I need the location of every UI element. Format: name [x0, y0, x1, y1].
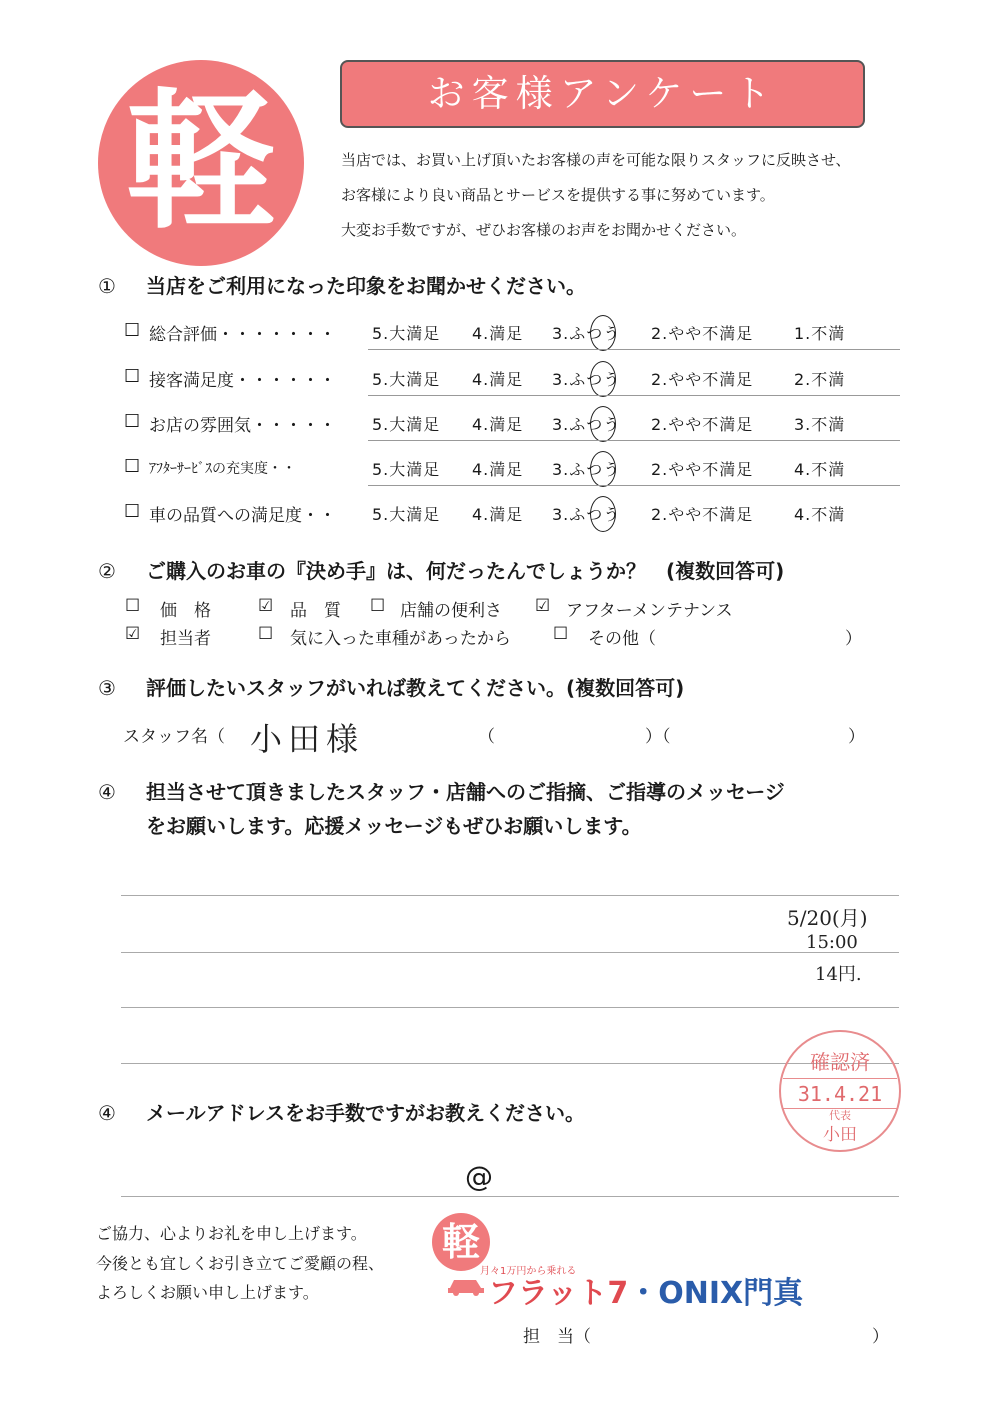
tantou-close: ）: [872, 1327, 889, 1347]
option-4[interactable]: 4.満足: [472, 505, 524, 524]
q2-number: ②: [98, 559, 116, 583]
footer-line-2: 今後とも宜しくお引き立てご愛顧の程、: [96, 1254, 385, 1273]
option-1[interactable]: 2.不満: [794, 370, 846, 389]
email-input-line[interactable]: [121, 1196, 899, 1197]
option-other-label: その他（: [588, 629, 656, 649]
option-2[interactable]: 2.やや不満足: [651, 370, 754, 389]
q1-heading-text: 当店をご利用になった印象をお聞かせください。: [146, 274, 586, 298]
logo-badge: [98, 60, 304, 266]
note-time: 15:00: [806, 932, 858, 953]
stamp-date: 31.4.21: [797, 1082, 883, 1106]
q5-heading: [98, 1097, 585, 1126]
stamp-divider: [783, 1078, 897, 1079]
row-divider: [368, 440, 900, 441]
option-3[interactable]: 3.ふつう: [552, 415, 621, 434]
option-3[interactable]: 3.ふつう: [552, 324, 621, 343]
brand-name: [488, 1268, 803, 1312]
row-divider: [368, 485, 900, 486]
q3-number: ③: [98, 676, 116, 700]
intro-line-3: 大変お手数ですが、ぜひお客様のお声をお聞かせください。: [341, 221, 747, 239]
checkbox-other[interactable]: ☐: [553, 624, 569, 644]
staff-name-handwritten[interactable]: 小田様: [250, 720, 365, 758]
checkbox-staff[interactable]: ☑: [125, 624, 141, 644]
staff-paren-mid: ）（: [645, 727, 671, 747]
note-amount: 14円.: [815, 964, 862, 985]
footer-line-1: ご協力、心よりお礼を申し上げます。: [96, 1224, 367, 1243]
confirmed-stamp: [779, 1030, 901, 1152]
option-5[interactable]: 5.大満足: [372, 415, 441, 434]
q2-options-row-2: [0, 624, 999, 652]
row-label: 接客満足度・・・・・・: [149, 371, 336, 391]
brand-logo-badge: 軽: [432, 1213, 490, 1271]
message-line[interactable]: [121, 1007, 899, 1008]
option-4[interactable]: 4.満足: [472, 324, 524, 343]
row-checkbox[interactable]: ☐: [124, 320, 141, 341]
option-2[interactable]: 2.やや不満足: [651, 324, 754, 343]
option-other-close: ）: [845, 629, 862, 649]
q4-heading-line-2: をお願いします。応援メッセージもぜひお願いします。: [146, 814, 642, 838]
option-3[interactable]: 3.ふつう: [552, 505, 621, 524]
q2-heading: [98, 555, 784, 584]
q2-heading-text: ご購入のお車の『決め手』は、何だったんでしょうか？ (複数回答可): [146, 559, 785, 583]
tantou-label: 担 当（: [523, 1327, 591, 1347]
option-1[interactable]: 4.不満: [794, 505, 846, 524]
option-3[interactable]: 3.ふつう: [552, 370, 621, 389]
option-after-maintenance-label: アフターメンテナンス: [566, 601, 733, 621]
option-liked-model-label: 気に入った車種があったから: [290, 629, 511, 649]
row-divider: [368, 395, 900, 396]
note-date: 5/20(月): [787, 906, 868, 930]
intro-line-2: お客様により良い商品とサービスを提供する事に努めています。: [341, 186, 775, 204]
option-2[interactable]: 2.やや不満足: [651, 505, 754, 524]
checkbox-store-convenience[interactable]: ☐: [370, 596, 386, 616]
option-1[interactable]: 1.不満: [794, 324, 846, 343]
staff-name-label: スタッフ名（: [123, 727, 225, 747]
stamp-confirmed-text: 確認済: [810, 1050, 870, 1074]
row-label: 車の品質への満足度・・: [149, 506, 336, 526]
option-price-label: 価 格: [160, 601, 211, 621]
q5-number: ④: [98, 1101, 116, 1125]
q3-heading: [98, 672, 684, 701]
checkbox-quality[interactable]: ☑: [258, 596, 274, 616]
option-1[interactable]: 4.不満: [794, 460, 846, 479]
option-2[interactable]: 2.やや不満足: [651, 415, 754, 434]
option-quality-label: 品 質: [290, 601, 341, 621]
option-3[interactable]: 3.ふつう: [552, 460, 621, 479]
message-line[interactable]: [121, 952, 899, 953]
rating-row: [124, 364, 900, 394]
checkbox-liked-model[interactable]: ☐: [258, 624, 274, 644]
option-4[interactable]: 4.満足: [472, 460, 524, 479]
intro-line-1: 当店では、お買い上げ頂いたお客様の声を可能な限りスタッフに反映させ、: [341, 151, 851, 169]
checkbox-price[interactable]: ☐: [125, 596, 141, 616]
row-label: 総合評価・・・・・・・: [149, 325, 336, 345]
stamp-name: 小田: [823, 1125, 857, 1145]
title-banner: [340, 60, 865, 128]
q5-heading-text: メールアドレスをお手数ですがお教えください。: [146, 1101, 585, 1125]
option-1[interactable]: 3.不満: [794, 415, 846, 434]
message-line[interactable]: [121, 895, 899, 896]
option-5[interactable]: 5.大満足: [372, 505, 441, 524]
option-store-convenience-label: 店舗の便利さ: [400, 601, 502, 621]
brand-tagline: 月々1万円から乗れる: [480, 1266, 577, 1277]
row-checkbox[interactable]: ☐: [124, 501, 141, 522]
q1-number: ①: [98, 274, 116, 298]
checkbox-after-maintenance[interactable]: ☑: [535, 596, 551, 616]
option-4[interactable]: 4.満足: [472, 415, 524, 434]
rating-row: [124, 318, 900, 348]
logo-char: 軽: [125, 76, 276, 250]
option-staff-label: 担当者: [160, 629, 211, 649]
rating-row: [124, 454, 900, 484]
row-divider: [368, 349, 900, 350]
row-label: お店の雰囲気・・・・・: [149, 416, 336, 436]
option-5[interactable]: 5.大満足: [372, 324, 441, 343]
option-5[interactable]: 5.大満足: [372, 370, 441, 389]
q3-heading-text: 評価したいスタッフがいれば教えてください。(複数回答可): [146, 676, 685, 700]
q2-options-row-1: [0, 596, 999, 624]
option-2[interactable]: 2.やや不満足: [651, 460, 754, 479]
row-checkbox[interactable]: ☐: [124, 366, 141, 387]
q4-number: ④: [98, 780, 116, 804]
staff-paren-close: ）: [848, 727, 865, 747]
option-4[interactable]: 4.満足: [472, 370, 524, 389]
staff-paren-open: （: [478, 727, 495, 747]
option-5[interactable]: 5.大満足: [372, 460, 441, 479]
row-checkbox[interactable]: ☐: [124, 411, 141, 432]
footer-line-3: よろしくお願い申し上げます。: [96, 1283, 319, 1302]
row-checkbox[interactable]: ☐: [124, 456, 141, 477]
brand-name-red: フラット7: [488, 1276, 629, 1311]
q4-heading: [98, 776, 785, 805]
brand-name-blue: ・ONIX門真: [628, 1276, 804, 1311]
q4-heading-line-1: 担当させて頂きましたスタッフ・店舗へのご指摘、ご指導のメッセージ: [146, 780, 785, 804]
page-title: お客様アンケート: [427, 72, 778, 115]
q1-heading: [98, 270, 586, 299]
row-label: ｱﾌﾀｰｻｰﾋﾞｽの充実度・・: [149, 461, 296, 477]
rating-row: [124, 499, 900, 529]
stamp-title: 代表: [829, 1109, 851, 1122]
email-at-sign: @: [465, 1160, 493, 1193]
rating-row: [124, 409, 900, 439]
